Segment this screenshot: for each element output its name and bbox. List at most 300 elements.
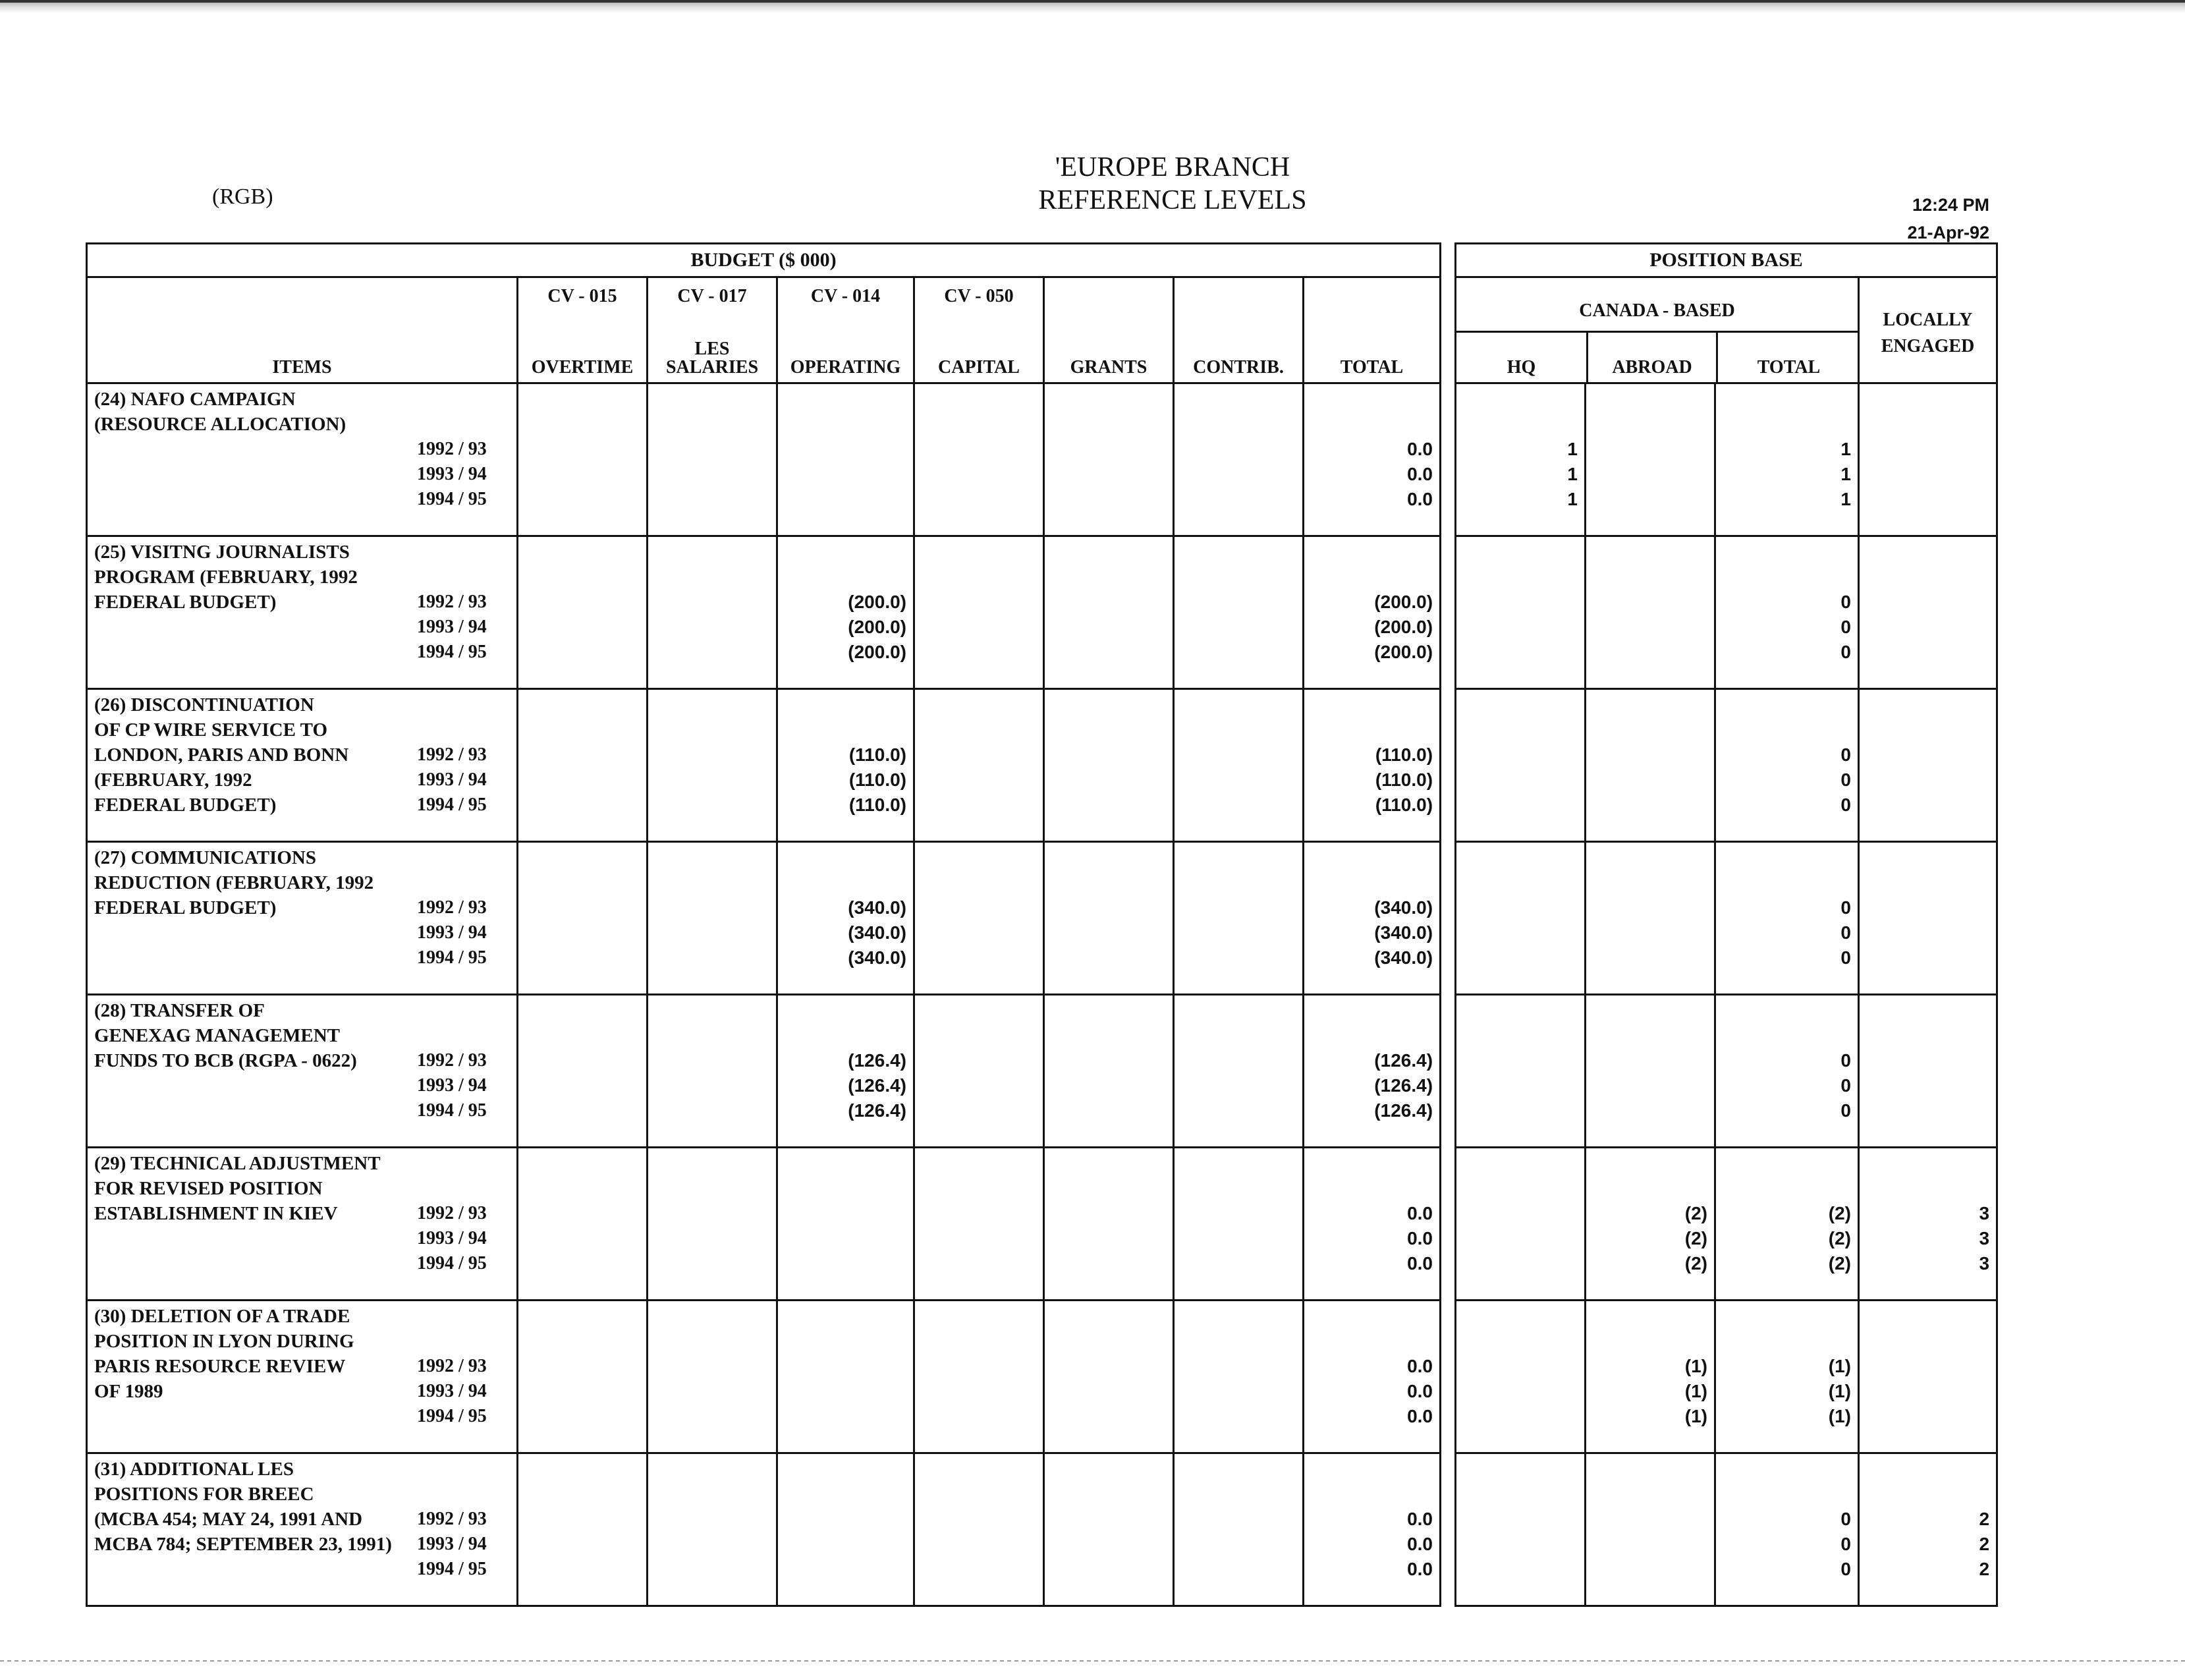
value: 0 (1840, 592, 1851, 612)
value: (126.4) (848, 1075, 906, 1096)
position-header: POSITION BASE (1456, 244, 1997, 277)
value (1595, 1073, 1707, 1098)
operating-cell (777, 995, 914, 1148)
locally-engaged-cell-values (1877, 742, 1989, 818)
abroad-cell-values (1595, 437, 1707, 512)
value: 0 (1840, 1534, 1851, 1554)
value (1466, 590, 1578, 615)
abroad-cell (1586, 1301, 1715, 1453)
total-cell-values (1321, 895, 1433, 970)
value (1595, 742, 1707, 768)
value: 0 (1840, 1509, 1851, 1529)
value (1877, 1073, 1989, 1098)
scan-top-edge (0, 0, 2185, 14)
col-label: OPERATING (790, 357, 901, 378)
hq-cell-values (1466, 1201, 1578, 1276)
pos-total-cell-values (1739, 437, 1851, 512)
value: 3 (1979, 1253, 1990, 1274)
value: (200.0) (1374, 642, 1433, 662)
value: 0.0 (1407, 1253, 1433, 1274)
fiscal-years (417, 1201, 503, 1276)
value (1466, 1073, 1578, 1098)
value (1877, 1354, 1989, 1379)
locally-engaged-cell-values (1877, 590, 1989, 665)
value: (2) (1828, 1253, 1851, 1274)
fiscal-year: 1994 / 95 (417, 1559, 487, 1579)
total-cell (1304, 995, 1441, 1148)
value (1595, 1098, 1707, 1123)
value: 0.0 (1407, 1534, 1433, 1554)
item-title: (29) TECHNICAL ADJUSTMENT FOR REVISED POSITION ESTABLISHMENT IN KIEV (94, 1153, 381, 1224)
fiscal-years (417, 742, 503, 818)
value: (200.0) (1374, 592, 1433, 612)
value (794, 1379, 906, 1404)
abroad-cell (1586, 1453, 1715, 1606)
grants-cell (1044, 1301, 1174, 1453)
col-abroad: ABROAD (1612, 357, 1692, 378)
value (794, 1251, 906, 1276)
item-cell (87, 1148, 518, 1301)
contrib-cell (1174, 383, 1304, 536)
value: (340.0) (848, 897, 906, 918)
pos-total-cell-values (1739, 1201, 1851, 1276)
value (794, 487, 906, 512)
value: 1 (1567, 489, 1578, 509)
item-cell (87, 536, 518, 689)
item-title: (31) ADDITIONAL LES POSITIONS FOR BREEC (MCBA 454; MAY 24, 1991 AND MCBA 784; SEPTEMBER 23, 1991) (94, 1459, 392, 1555)
col-code: CV - 017 (677, 286, 747, 306)
value (1877, 1379, 1989, 1404)
fiscal-year: 1993 / 94 (417, 1381, 487, 1401)
fiscal-year: 1993 / 94 (417, 770, 487, 790)
value: (340.0) (1374, 897, 1433, 918)
grants-cell (1044, 689, 1174, 842)
grants-cell (1044, 1453, 1174, 1606)
salaries-cell (648, 1453, 777, 1606)
locally-engaged-cell (1859, 536, 1997, 689)
items-label: ITEMS (272, 357, 332, 378)
grants-cell (1044, 383, 1174, 536)
operating-cell-values (794, 895, 906, 970)
overtime-cell (518, 383, 648, 536)
value (1466, 920, 1578, 945)
value (1466, 1201, 1578, 1226)
table-row (1456, 995, 1997, 1148)
item-title: (25) VISITNG JOURNALISTS PROGRAM (FEBRUARY, 1992 FEDERAL BUDGET) (94, 542, 358, 613)
value: (126.4) (1374, 1050, 1433, 1071)
pos-total-cell (1715, 1301, 1859, 1453)
fiscal-year: 1994 / 95 (417, 1253, 487, 1274)
salaries-cell (648, 1301, 777, 1453)
value: (2) (1684, 1203, 1707, 1223)
hq-cell (1456, 1301, 1586, 1453)
item-cell (87, 995, 518, 1148)
item-cell (87, 842, 518, 995)
value: (126.4) (1374, 1100, 1433, 1121)
value: 0 (1840, 1559, 1851, 1579)
value: 1 (1840, 489, 1851, 509)
value (1466, 615, 1578, 640)
hq-cell-values (1466, 437, 1578, 512)
abroad-cell (1586, 842, 1715, 995)
value (1877, 590, 1989, 615)
value: (2) (1828, 1228, 1851, 1248)
locally-engaged-label: LOCALLY ENGAGED (1881, 310, 1975, 356)
capital-cell (914, 842, 1044, 995)
value (1466, 742, 1578, 768)
value: (1) (1684, 1356, 1707, 1376)
value: 3 (1979, 1228, 1990, 1248)
value (794, 462, 906, 487)
operating-cell-values (794, 742, 906, 818)
contrib-cell (1174, 842, 1304, 995)
contrib-cell (1174, 1148, 1304, 1301)
position-table (1454, 242, 1998, 1607)
fiscal-year: 1992 / 93 (417, 592, 487, 612)
value: 0.0 (1407, 1228, 1433, 1248)
capital-cell (914, 995, 1044, 1148)
total-cell-values (1321, 1048, 1433, 1123)
locally-engaged-cell (1859, 383, 1997, 536)
abroad-cell-values (1595, 1507, 1707, 1582)
value (1466, 768, 1578, 793)
value (1877, 1404, 1989, 1429)
report-subtitle: REFERENCE LEVELS (1038, 185, 1307, 215)
value: 2 (1979, 1509, 1990, 1529)
value (1595, 640, 1707, 665)
overtime-cell (518, 1301, 648, 1453)
value: (110.0) (848, 770, 906, 790)
budget-table (86, 242, 1441, 1607)
locally-engaged-cell (1859, 1453, 1997, 1606)
hq-cell (1456, 842, 1586, 995)
fiscal-year: 1993 / 94 (417, 922, 487, 943)
value: (110.0) (848, 744, 906, 765)
col-header-capital (914, 277, 1044, 383)
value: 0 (1840, 744, 1851, 765)
value (1877, 615, 1989, 640)
operating-cell (777, 536, 914, 689)
table-row (87, 536, 1441, 689)
locally-engaged-cell (1859, 1301, 1997, 1453)
locally-engaged-cell-values (1877, 437, 1989, 512)
value: (1) (1828, 1356, 1851, 1376)
value (794, 1354, 906, 1379)
col-label: CAPITAL (938, 357, 1020, 378)
item-title: (28) TRANSFER OF GENEXAG MANAGEMENT FUNDS TO BCB (RGPA - 0622) (94, 1000, 357, 1071)
total-cell-values (1321, 742, 1433, 818)
hq-cell (1456, 995, 1586, 1148)
value: (110.0) (848, 795, 906, 815)
capital-cell (914, 1453, 1044, 1606)
value: 0.0 (1407, 1406, 1433, 1426)
col-label: TOTAL (1340, 357, 1404, 378)
pos-total-cell-values (1739, 590, 1851, 665)
value (1595, 1557, 1707, 1582)
contrib-cell (1174, 1301, 1304, 1453)
fiscal-year: 1994 / 95 (417, 947, 487, 968)
value: (126.4) (848, 1050, 906, 1071)
abroad-cell (1586, 383, 1715, 536)
operating-cell-values (794, 437, 906, 512)
scan-bottom-edge (0, 1660, 2185, 1662)
value: 0 (1840, 922, 1851, 943)
pos-total-cell (1715, 995, 1859, 1148)
total-cell-values (1321, 1354, 1433, 1429)
value: (1) (1684, 1406, 1707, 1426)
item-cell (87, 383, 518, 536)
value: 2 (1979, 1559, 1990, 1579)
col-label-top: LES (694, 339, 730, 359)
item-title: (27) COMMUNICATIONS REDUCTION (FEBRUARY, 1992 FEDERAL BUDGET) (94, 847, 374, 918)
budget-header: BUDGET ($ 000) (87, 244, 1441, 277)
hq-cell-values (1466, 895, 1578, 970)
value (1877, 640, 1989, 665)
hq-cell (1456, 1148, 1586, 1301)
salaries-cell (648, 383, 777, 536)
grants-cell (1044, 536, 1174, 689)
value: 1 (1840, 439, 1851, 459)
fiscal-year: 1992 / 93 (417, 439, 487, 459)
value: 1 (1840, 464, 1851, 484)
pos-total-cell-values (1739, 1354, 1851, 1429)
value: (1) (1828, 1381, 1851, 1401)
table-row (1456, 1148, 1997, 1301)
value (1877, 462, 1989, 487)
overtime-cell (518, 689, 648, 842)
value (1595, 1532, 1707, 1557)
fiscal-year: 1993 / 94 (417, 1534, 487, 1554)
value (1595, 793, 1707, 818)
value: 0.0 (1407, 464, 1433, 484)
report-title: 'EUROPE BRANCH (1055, 152, 1290, 182)
pos-total-cell (1715, 1453, 1859, 1606)
abroad-cell (1586, 1148, 1715, 1301)
col-header-overtime (518, 277, 648, 383)
pos-total-cell-values (1739, 895, 1851, 970)
value: 0.0 (1407, 1509, 1433, 1529)
total-cell-values (1321, 437, 1433, 512)
abroad-cell-values (1595, 1201, 1707, 1276)
fiscal-year: 1992 / 93 (417, 744, 487, 765)
value (1466, 1354, 1578, 1379)
pos-total-cell (1715, 689, 1859, 842)
item-cell (87, 1301, 518, 1453)
value: 0 (1840, 617, 1851, 637)
hq-cell (1456, 1453, 1586, 1606)
operating-cell (777, 1453, 914, 1606)
pos-total-cell (1715, 383, 1859, 536)
value (794, 1404, 906, 1429)
salaries-cell (648, 842, 777, 995)
value: 0 (1840, 795, 1851, 815)
operating-cell-values (794, 1201, 906, 1276)
fiscal-year: 1994 / 95 (417, 1100, 487, 1121)
value (1595, 895, 1707, 920)
contrib-cell (1174, 995, 1304, 1148)
value: 0 (1840, 1050, 1851, 1071)
total-cell (1304, 689, 1441, 842)
fiscal-years (417, 590, 503, 665)
value (1595, 487, 1707, 512)
locally-engaged-cell (1859, 842, 1997, 995)
value (1466, 1098, 1578, 1123)
fiscal-year: 1993 / 94 (417, 1228, 487, 1248)
col-code: CV - 015 (547, 286, 617, 306)
value (1877, 768, 1989, 793)
locally-engaged-cell (1859, 689, 1997, 842)
fiscal-year: 1992 / 93 (417, 1203, 487, 1223)
value (1466, 1226, 1578, 1251)
value: (340.0) (848, 922, 906, 943)
value: 0.0 (1407, 1203, 1433, 1223)
operating-cell (777, 689, 914, 842)
col-header-salaries (648, 277, 777, 383)
operating-cell-values (794, 590, 906, 665)
col-pos-total: TOTAL (1757, 357, 1821, 378)
value: 0.0 (1407, 489, 1433, 509)
abroad-cell-values (1595, 742, 1707, 818)
col-label: CONTRIB. (1193, 357, 1284, 378)
overtime-cell (518, 1453, 648, 1606)
value: (1) (1684, 1381, 1707, 1401)
value: 0 (1840, 1075, 1851, 1096)
pos-total-cell-values (1739, 1507, 1851, 1582)
table-row (1456, 1453, 1997, 1606)
table-row (87, 689, 1441, 842)
table-row (87, 1453, 1441, 1606)
operating-cell (777, 1301, 914, 1453)
operating-cell-values (794, 1048, 906, 1123)
table-row (1456, 536, 1997, 689)
total-cell (1304, 1301, 1441, 1453)
capital-cell (914, 1148, 1044, 1301)
table-row (87, 1301, 1441, 1453)
abroad-cell-values (1595, 590, 1707, 665)
value: (340.0) (848, 947, 906, 968)
fiscal-year: 1994 / 95 (417, 642, 487, 662)
value: (110.0) (1375, 770, 1433, 790)
pos-total-cell (1715, 842, 1859, 995)
canada-based-group (1456, 277, 1859, 383)
total-cell (1304, 842, 1441, 995)
value (1466, 1507, 1578, 1532)
table-row (1456, 383, 1997, 536)
pos-total-cell-values (1739, 742, 1851, 818)
value (1595, 945, 1707, 970)
operating-cell (777, 383, 914, 536)
fiscal-year: 1993 / 94 (417, 464, 487, 484)
value: (340.0) (1374, 922, 1433, 943)
fiscal-years (417, 1507, 503, 1582)
value (1877, 742, 1989, 768)
operating-cell (777, 842, 914, 995)
contrib-cell (1174, 689, 1304, 842)
total-cell-values (1321, 1507, 1433, 1582)
value: (2) (1684, 1253, 1707, 1274)
value (1877, 437, 1989, 462)
abroad-cell (1586, 995, 1715, 1148)
capital-cell (914, 1301, 1044, 1453)
value: (200.0) (848, 642, 906, 662)
table-row (87, 383, 1441, 536)
hq-cell-values (1466, 1354, 1578, 1429)
value: (2) (1828, 1203, 1851, 1223)
value: 0.0 (1407, 439, 1433, 459)
value: (2) (1684, 1228, 1707, 1248)
item-cell (87, 1453, 518, 1606)
fiscal-year: 1992 / 93 (417, 897, 487, 918)
grants-cell (1044, 1148, 1174, 1301)
table-row (1456, 1301, 1997, 1453)
total-cell-values (1321, 590, 1433, 665)
locally-engaged-cell-values (1877, 1354, 1989, 1429)
col-header-total (1304, 277, 1441, 383)
grants-cell (1044, 842, 1174, 995)
total-cell (1304, 1453, 1441, 1606)
operating-cell-values (794, 1354, 906, 1429)
operating-cell (777, 1148, 914, 1301)
value: (200.0) (848, 617, 906, 637)
fiscal-years (417, 1048, 503, 1123)
abroad-cell-values (1595, 895, 1707, 970)
hq-cell-values (1466, 1048, 1578, 1123)
value: 0 (1840, 642, 1851, 662)
locally-engaged-cell (1859, 995, 1997, 1148)
pos-total-cell-values (1739, 1048, 1851, 1123)
table-row (1456, 689, 1997, 842)
item-cell (87, 689, 518, 842)
salaries-cell (648, 536, 777, 689)
value: 0 (1840, 897, 1851, 918)
item-title: (24) NAFO CAMPAIGN (RESOURCE ALLOCATION) (94, 389, 346, 435)
fiscal-year: 1992 / 93 (417, 1509, 487, 1529)
total-cell-values (1321, 1201, 1433, 1276)
value (794, 437, 906, 462)
locally-engaged-cell-values (1877, 895, 1989, 970)
value (1595, 920, 1707, 945)
value (1466, 1557, 1578, 1582)
value (1466, 1404, 1578, 1429)
fiscal-year: 1993 / 94 (417, 1075, 487, 1096)
abroad-cell (1586, 689, 1715, 842)
hq-cell (1456, 383, 1586, 536)
locally-engaged-cell (1859, 1148, 1997, 1301)
value (794, 1557, 906, 1582)
value (1595, 615, 1707, 640)
col-label: GRANTS (1070, 357, 1148, 378)
total-cell (1304, 383, 1441, 536)
value (1877, 895, 1989, 920)
table-row (87, 995, 1441, 1148)
value: 0.0 (1407, 1381, 1433, 1401)
col-header-operating (777, 277, 914, 383)
value (1877, 487, 1989, 512)
fiscal-year: 1992 / 93 (417, 1356, 487, 1376)
value (794, 1201, 906, 1226)
pos-total-cell (1715, 1148, 1859, 1301)
hq-cell (1456, 689, 1586, 842)
value: (110.0) (1375, 744, 1433, 765)
overtime-cell (518, 536, 648, 689)
value (1877, 793, 1989, 818)
value: 0 (1840, 947, 1851, 968)
value (1466, 945, 1578, 970)
item-title: (30) DELETION OF A TRADE POSITION IN LYON DURING PARIS RESOURCE REVIEW OF 1989 (94, 1306, 354, 1402)
value: (126.4) (848, 1100, 906, 1121)
capital-cell (914, 689, 1044, 842)
total-cell (1304, 1148, 1441, 1301)
